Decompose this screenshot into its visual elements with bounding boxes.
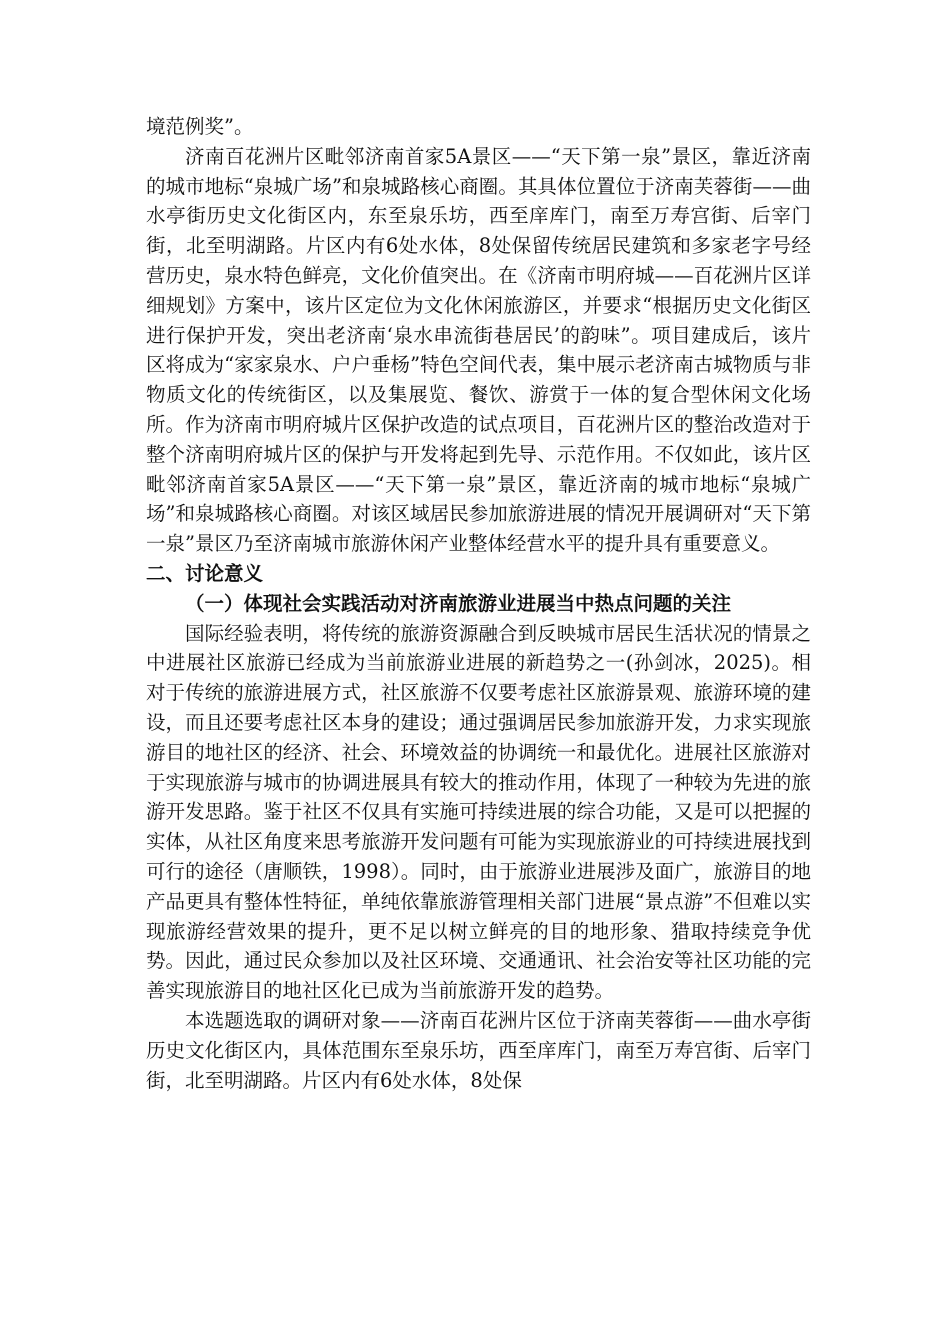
section-heading: 二、讨论意义 [146,561,264,585]
subsection-heading: （一）体现社会实践活动对济南旅游业进展当中热点问题的关注 [185,591,732,615]
paragraph-location: 济南百花洲片区毗邻济南首家5A景区——“天下第一泉”景区，靠近济南的城市地标“泉城广场”和泉城路核心商圈。其具体位置位于济南芙蓉街——曲水亭街历史文化街区内，东至泉乐坊，西至庠库门，南至万寿宫街、后宰门街，北至明湖路。片区内有6处水体，8处保留传统居民建筑和多家老字号经营历史，泉水特色鲜亮，文化价值突出。在《济南市明府城——百花洲片区详细规划》方案中，该片区定位为文化休闲旅游区，并要求“根据历史文化街区进行保护开发，突出老济南‘泉水串流街巷居民’的韵味”。项目建成后，该片区将成为“家家泉水、户户垂杨”特色空间代表，集中展示老济南古城物质与非物质文化的传统街区，以及集展览、餐饮、游赏于一体的复合型休闲文化场所。作为济南市明府城片区保护改造的试点项目，百花洲片区的整治改造对于整个济南明府城片区的保护与开发将起到先导、示范作用。不仅如此，该片区毗邻济南首家5A景区——“天下第一泉”景区，靠近济南的城市地标“泉城广场”和泉城路核心商圈。对该区域居民参加旅游进展的情况开展调研对“天下第一泉”景区乃至济南城市旅游休闲产业整体经营水平的提升具有重要意义。 [146,144,811,556]
paragraph-international-experience: 国际经验表明，将传统的旅游资源融合到反映城市居民生活状况的情景之中进展社区旅游已经成为当前旅游业进展的新趋势之一(孙剑冰，2025)。相对于传统的旅游进展方式，社区旅游不仅要考虑社区旅游景观、旅游环境的建设，而且还要考虑社区本身的建设；通过强调居民参加旅游开发，力求实现旅游目的地社区的经济、社会、环境效益的协调统一和最优化。进展社区旅游对于实现旅游与城市的协调进展具有较大的推动作用，体现了一种较为先进的旅游开发思路。鉴于社区不仅具有实施可持续进展的综合功能，又是可以把握的实体，从社区角度来思考旅游开发问题有可能为实现旅游业的可持续进展找到可行的途径（唐顺铁，1998）。同时，由于旅游业进展涉及面广，旅游目的地产品更具有整体性特征，单纯依靠旅游管理相关部门进展“景点游”不但难以实现旅游经营效果的提升，更不足以树立鲜亮的目的地形象、猎取持续竞争优势。因此，通过民众参加以及社区环境、交通通讯、社会治安等社区功能的完善实现旅游目的地社区化已成为当前旅游开发的趋势。 [146,621,811,1003]
paragraph-continuation: 境范例奖”。 [146,115,254,138]
document-body [146,112,811,1095]
paragraph-research-subject: 本选题选取的调研对象——济南百花洲片区位于济南芙蓉街——曲水亭街历史文化街区内，具体范围东至泉乐坊，西至庠库门，南至万寿宫街、后宰门街，北至明湖路。片区内有6处水体，8处保 [146,1008,811,1092]
